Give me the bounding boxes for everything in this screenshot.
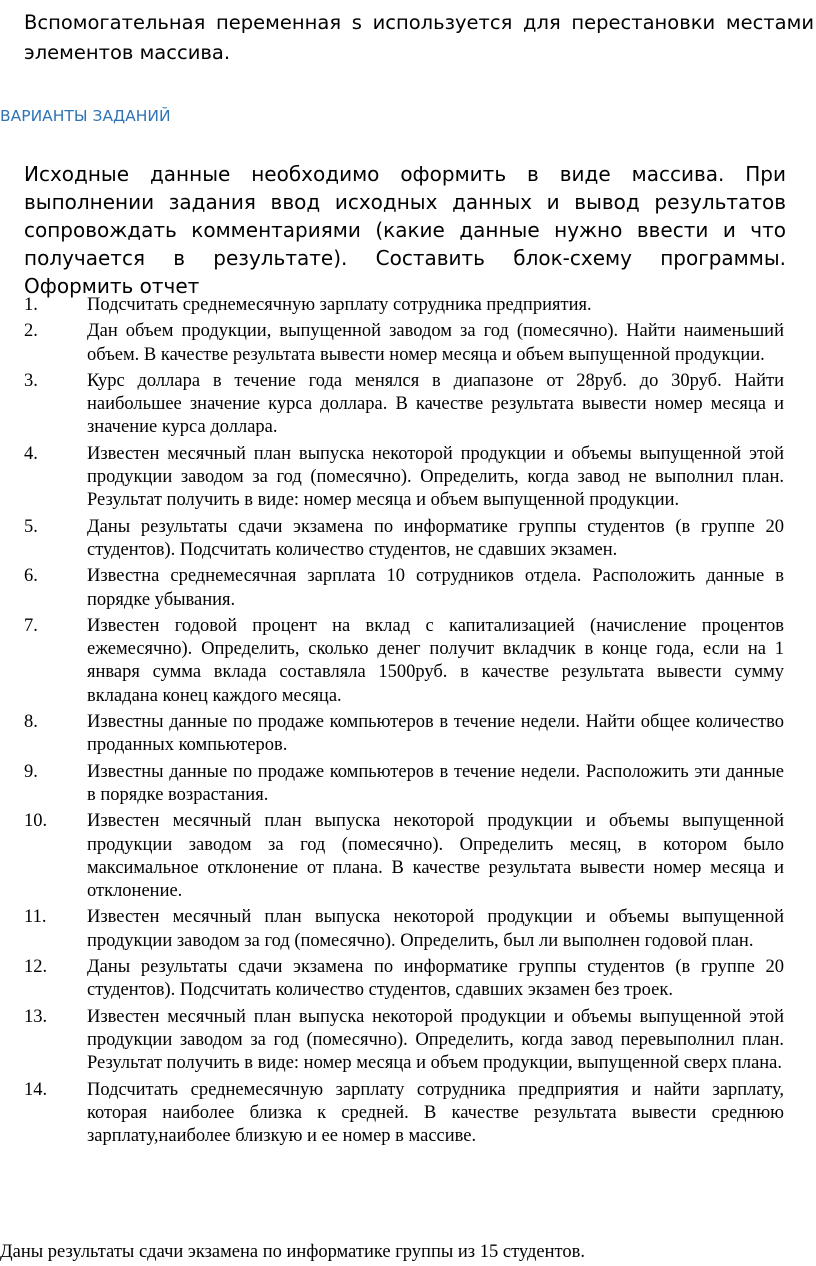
task-number: 2.: [24, 321, 38, 342]
intro-paragraph: Вспомогательная переменная s используется для перестановки местами элементов массива.: [24, 11, 814, 64]
task-number: 3.: [24, 370, 38, 391]
task-item: [0, 615, 784, 708]
task-item: [0, 370, 784, 440]
task-text: Известен месячный план выпуска некоторой продукции и объемы выпущенной этой продукции заводом за год (помесячно). Определить, когда завод не выполнил план. Результат получить в виде: номер месяца и объем выпущенной продукции.: [87, 443, 784, 511]
task-text: Курс доллара в течение года менялся в диапазоне от 28руб. до 30руб. Найти наибольшее значение курса доллара. В качестве результата вывести номер месяца и значение курса доллара.: [87, 370, 784, 438]
task-number: 14.: [24, 1079, 48, 1100]
task-text: Даны результаты сдачи экзамена по информатике группы студентов (в группе 20 студентов). Подсчитать количество студентов, не сдавших экзамен.: [87, 516, 784, 560]
section-heading: ВАРИАНТЫ ЗАДАНИЙ: [0, 107, 171, 125]
task-number: 9.: [24, 761, 38, 782]
task-list: [0, 294, 816, 1151]
task-item: [0, 294, 784, 317]
task-item: [0, 906, 784, 953]
task-text: Известна среднемесячная зарплата 10 сотрудников отдела. Расположить данные в порядке убывания.: [87, 566, 784, 610]
task-text: Известен годовой процент на вклад с капитализацией (начисление процентов ежемесячно). Определить, сколько денег получит вкладчик в конце года, если на 1 января сумма вклада составляла 1500руб. в качестве результата вывести сумму вкладана конец каждого месяца.: [87, 615, 784, 706]
footer-paragraph: Даны результаты сдачи экзамена по информатике группы из 15 студентов.: [0, 1242, 585, 1262]
task-number: 4.: [24, 443, 38, 464]
task-text: Известны данные по продаже компьютеров в течение недели. Расположить эти данные в порядке возрастания.: [87, 761, 784, 805]
task-number: 5.: [24, 516, 38, 537]
task-instructions: Исходные данные необходимо оформить в виде массива. При выполнении задания ввод исходных данных и вывод результатов сопровождать комментариями (какие данные нужно ввести и что получается в результате). Составить блок-схему программы. Оформить отчет: [24, 162, 786, 298]
task-text: Подсчитать среднемесячную зарплату сотрудника предприятия.: [87, 295, 592, 315]
task-number: 12.: [24, 957, 48, 978]
task-number: 6.: [24, 566, 38, 587]
task-text: Известны данные по продаже компьютеров в течение недели. Найти общее количество проданных компьютеров.: [87, 712, 784, 756]
task-number: 11.: [24, 907, 47, 928]
task-number: 10.: [24, 811, 48, 832]
task-item: [0, 810, 784, 903]
task-item: [0, 761, 784, 808]
task-text: Известен месячный план выпуска некоторой продукции и объемы выпущенной продукции заводом за год (помесячно). Определить, был ли выполнен годовой план.: [87, 907, 784, 951]
task-number: 1.: [24, 295, 38, 315]
task-number: 7.: [24, 615, 38, 636]
task-item: [0, 516, 784, 563]
task-item: [0, 956, 784, 1003]
task-item: [0, 565, 784, 612]
task-item: [0, 711, 784, 758]
task-item: [0, 443, 784, 513]
task-number: 13.: [24, 1006, 48, 1027]
task-item: [0, 1006, 784, 1076]
task-text: Известен месячный план выпуска некоторой продукции и объемы выпущенной продукции заводом за год (помесячно). Определить месяц, в котором было максимальное отклонение от плана. В качестве результата вывести номер месяца и отклонение.: [87, 811, 784, 902]
task-number: 8.: [24, 712, 38, 733]
task-item: [0, 1079, 784, 1149]
task-text: Подсчитать среднемесячную зарплату сотрудника предприятия и найти зарплату, которая наиболее близка к средней. В качестве результата вывести среднюю зарплату,наиболее близкую и ее номер в массиве.: [87, 1079, 784, 1147]
task-text: Дан объем продукции, выпущенной заводом за год (помесячно). Найти наименьший объем. В качестве результата вывести номер месяца и объем выпущенной продукции.: [87, 321, 784, 365]
task-text: Даны результаты сдачи экзамена по информатике группы студентов (в группе 20 студентов). Подсчитать количество студентов, сдавших экзамен без троек.: [87, 957, 784, 1001]
task-text: Известен месячный план выпуска некоторой продукции и объемы выпущенной этой продукции заводом за год (помесячно). Определить, когда завод перевыполнил план. Результат получить в виде: номер месяца и объем продукции, выпущенной сверх плана.: [87, 1006, 784, 1074]
task-item: [0, 320, 784, 367]
